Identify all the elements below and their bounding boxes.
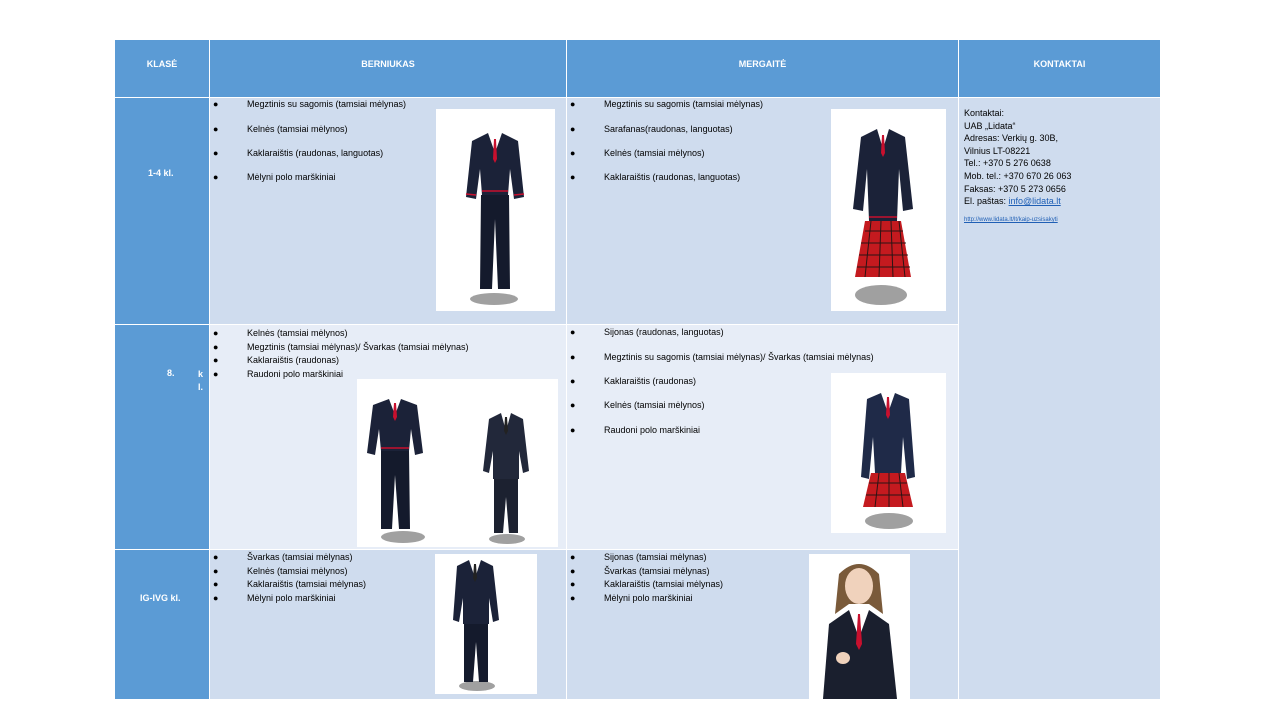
list-item: ● Mėlyni polo marškiniai bbox=[567, 592, 723, 606]
header-boys-label: BERNIUKAS bbox=[361, 58, 415, 69]
bullet-icon: ● bbox=[570, 148, 576, 158]
bullet-icon: ● bbox=[213, 368, 219, 379]
header-boys bbox=[210, 40, 566, 97]
list-item: ● Kelnės (tamsiai mėlynos) bbox=[570, 148, 705, 158]
row2-class-label-l: l. bbox=[198, 382, 204, 392]
boy-blazer-uniform-photo bbox=[435, 554, 537, 694]
list-item: ● Kaklaraištis (tamsiai mėlynas) bbox=[210, 578, 366, 592]
row2-boys-list bbox=[210, 327, 469, 381]
row3-girls-cell bbox=[567, 550, 958, 699]
row1-girls-cell bbox=[567, 98, 958, 324]
bullet-icon: ● bbox=[213, 579, 219, 589]
city-line: Vilnius LT-08221 bbox=[964, 145, 1031, 156]
bullet-icon: ● bbox=[570, 124, 576, 134]
bullet-icon: ● bbox=[213, 592, 219, 603]
mobile-line: Mob. tel.: +370 670 26 063 bbox=[964, 170, 1072, 181]
row1-boys-list bbox=[210, 99, 406, 183]
header-girls-label: MERGAITĖ bbox=[738, 58, 787, 69]
list-item: ● Sijonas (raudonas, languotas) bbox=[570, 327, 724, 337]
bullet-icon: ● bbox=[570, 592, 576, 603]
contacts-cell bbox=[959, 98, 1160, 699]
bullet-icon: ● bbox=[213, 148, 219, 158]
list-item: ● Kelnės (tamsiai mėlynos) bbox=[210, 327, 469, 341]
row2-girls-list bbox=[567, 327, 874, 436]
list-item: ● Sijonas (tamsiai mėlynas) bbox=[567, 551, 723, 565]
row2-class-cell bbox=[115, 325, 209, 549]
bullet-icon: ● bbox=[213, 172, 219, 182]
bullet-icon: ● bbox=[570, 552, 576, 562]
boy-sweater-blazer-uniform-photo bbox=[357, 379, 558, 547]
bullet-icon: ● bbox=[570, 352, 576, 362]
list-item: ● Raudoni polo marškiniai bbox=[570, 425, 701, 435]
list-item: ● Kaklaraištis (raudonas, languotas) bbox=[213, 148, 384, 158]
list-item: ● Kaklaraištis (raudonas, languotas) bbox=[570, 172, 741, 182]
email-label: El. paštas: bbox=[964, 196, 1009, 207]
bullet-icon: ● bbox=[213, 552, 219, 562]
row3-boys-list bbox=[210, 551, 366, 605]
bullet-icon: ● bbox=[570, 99, 576, 109]
list-item: ● Megztinis (tamsiai mėlynas)/ Švarkas (tamsiai mėlynas) bbox=[210, 341, 469, 355]
list-item: ● Megztinis su sagomis (tamsiai mėlynas)/ Švarkas (tamsiai mėlynas) bbox=[570, 352, 874, 362]
row3-girls-list bbox=[567, 551, 723, 605]
email-link[interactable]: info@lidata.lt bbox=[1008, 196, 1061, 207]
bullet-icon: ● bbox=[570, 327, 576, 337]
row2-class-label: 8. bbox=[167, 368, 175, 378]
header-girls bbox=[567, 40, 958, 97]
row2-boys-cell bbox=[210, 325, 566, 549]
bullet-icon: ● bbox=[213, 341, 219, 352]
list-item: ● Kaklaraištis (raudonas) bbox=[570, 376, 697, 386]
row3-boys-cell bbox=[210, 550, 566, 699]
list-item: ● Kaklaraištis (raudonas) bbox=[210, 354, 469, 368]
list-item: ● Raudoni polo marškiniai bbox=[210, 368, 469, 382]
list-item: ● Švarkas (tamsiai mėlynas) bbox=[210, 551, 366, 565]
contacts-block bbox=[964, 107, 1071, 226]
row1-class-cell bbox=[115, 98, 209, 324]
bullet-icon: ● bbox=[570, 376, 576, 386]
list-item: ● Švarkas (tamsiai mėlynas) bbox=[567, 565, 723, 579]
bullet-icon: ● bbox=[570, 425, 576, 435]
header-class bbox=[115, 40, 209, 97]
bullet-icon: ● bbox=[213, 565, 219, 576]
list-item: ● Kelnės (tamsiai mėlynos) bbox=[213, 124, 348, 134]
header-contacts bbox=[959, 40, 1160, 97]
row2-class-label-k: k bbox=[198, 369, 204, 379]
bullet-icon: ● bbox=[570, 565, 576, 576]
list-item: ● Mėlyni polo marškiniai bbox=[213, 172, 336, 182]
list-item: ● Mėlyni polo marškiniai bbox=[210, 592, 366, 606]
company-name: UAB „Lidata“ bbox=[964, 120, 1016, 131]
bullet-icon: ● bbox=[213, 124, 219, 134]
bullet-icon: ● bbox=[570, 579, 576, 589]
list-item: ● Kelnės (tamsiai mėlynos) bbox=[210, 565, 366, 579]
girl-sweater-uniform-photo bbox=[831, 109, 946, 311]
girl-blazer-uniform-photo bbox=[831, 373, 946, 533]
bullet-icon: ● bbox=[213, 355, 219, 365]
row3-class-cell bbox=[115, 550, 209, 699]
boy-sweater-uniform-photo bbox=[436, 109, 555, 311]
row1-boys-cell bbox=[210, 98, 566, 324]
header-contacts-label: KONTAKTAI bbox=[1033, 58, 1086, 69]
bullet-icon: ● bbox=[570, 172, 576, 182]
email-line bbox=[964, 195, 1071, 208]
row1-girls-list bbox=[567, 99, 763, 183]
row1-class-label: 1-4 kl. bbox=[148, 168, 174, 178]
list-item: ● Kelnės (tamsiai mėlynos) bbox=[570, 400, 705, 410]
girl-portrait-blazer-photo bbox=[809, 554, 910, 699]
fax-line: Faksas: +370 5 273 0656 bbox=[964, 183, 1066, 194]
bullet-icon: ● bbox=[213, 328, 219, 338]
list-item: ● Megztinis su sagomis (tamsiai mėlynas) bbox=[213, 99, 407, 109]
row3-class-label: IG-IVG kl. bbox=[140, 593, 181, 603]
header-class-label: KLASĖ bbox=[146, 58, 178, 69]
bullet-icon: ● bbox=[213, 99, 219, 109]
order-url-link[interactable]: http://www.lidata.lt/lt/kaip-uzsisakyti bbox=[964, 216, 1058, 223]
bullet-icon: ● bbox=[570, 400, 576, 410]
row2-girls-cell bbox=[567, 325, 958, 549]
contacts-heading: Kontaktai: bbox=[964, 108, 1005, 118]
address-line: Adresas: Verkių g. 30B, bbox=[964, 133, 1059, 144]
list-item: ● Megztinis su sagomis (tamsiai mėlynas) bbox=[570, 99, 764, 109]
phone-line: Tel.: +370 5 276 0638 bbox=[964, 158, 1051, 169]
list-item: ● Sarafanas(raudonas, languotas) bbox=[570, 124, 733, 134]
list-item: ● Kaklaraištis (tamsiai mėlynas) bbox=[567, 578, 723, 592]
